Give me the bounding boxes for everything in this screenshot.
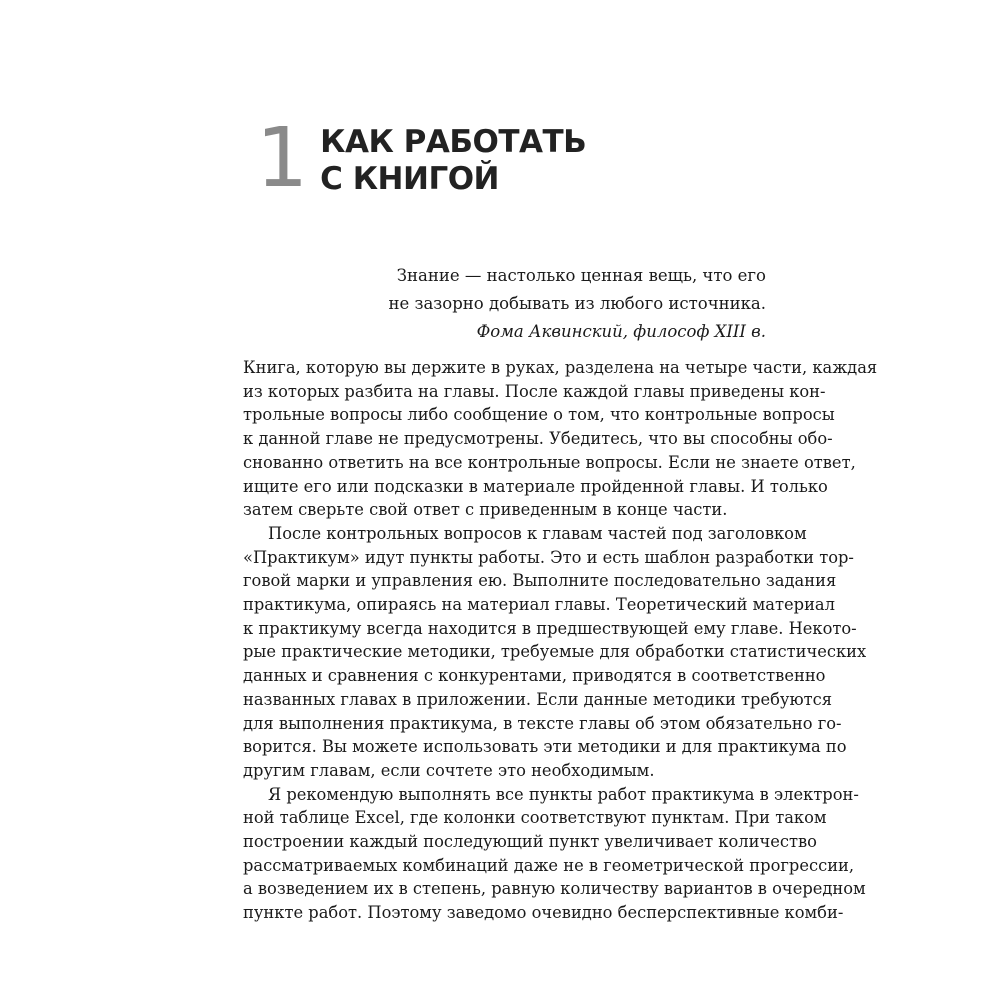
body-line: другим главам, если сочтете это необходимым.: [243, 760, 655, 780]
body-line: построении каждый последующий пункт увеличивает количество: [243, 832, 817, 852]
body-line: затем сверьте свой ответ с приведенным в конце части.: [243, 500, 728, 520]
epigraph-line: Знание — настолько ценная вещь, что его: [396, 266, 766, 285]
body-text: [243, 356, 878, 925]
body-line: ищите его или подсказки в материале пройденной главы. И только: [243, 476, 828, 496]
body-line: а возведением их в степень, равную количеству вариантов в очередном: [243, 879, 866, 899]
body-line: из которых разбита на главы. После каждой главы приведены кон-: [243, 381, 826, 401]
body-line: «Практикум» идут пункты работы. Это и есть шаблон разработки тор-: [243, 547, 854, 567]
body-line: говой марки и управления ею. Выполните последовательно задания: [243, 571, 837, 591]
epigraph-attribution: Фома Аквинский, философ XIII в.: [476, 322, 766, 341]
body-line: к практикуму всегда находится в предшествующей ему главе. Некото-: [243, 618, 857, 638]
epigraph: [388, 262, 766, 346]
body-line: к данной главе не предусмотрены. Убедитесь, что вы способны обо-: [243, 429, 833, 449]
chapter-title-line: КАК РАБОТАТЬ: [320, 124, 587, 160]
body-line: рые практические методики, требуемые для обработки статистических: [243, 642, 867, 662]
chapter-number: 1: [256, 111, 307, 206]
chapter-title: [320, 124, 586, 198]
body-line: пункте работ. Поэтому заведомо очевидно бесперспективные комби-: [243, 903, 844, 923]
body-line: После контрольных вопросов к главам частей под заголовком: [268, 523, 807, 543]
body-line: ной таблице Excel, где колонки соответствуют пунктам. При таком: [243, 808, 827, 828]
body-line: трольные вопросы либо сообщение о том, что контрольные вопросы: [243, 405, 835, 425]
body-line: ворится. Вы можете использовать эти методики и для практикума по: [243, 737, 847, 757]
body-line: Книга, которую вы держите в руках, разделена на четыре части, каждая: [243, 358, 878, 377]
body-line: снованно ответить на все контрольные вопросы. Если не знаете ответ,: [243, 452, 856, 472]
body-line: названных главах в приложении. Если данные методики требуются: [243, 689, 833, 709]
body-line: для выполнения практикума, в тексте главы об этом обязательно го-: [243, 713, 842, 733]
body-line: практикума, опираясь на материал главы. Теоретический материал: [243, 595, 835, 615]
body-line: рассматриваемых комбинаций даже не в геометрической прогрессии,: [243, 855, 855, 875]
chapter-title-line: С КНИГОЙ: [320, 161, 499, 197]
epigraph-line: не зазорно добывать из любого источника.: [388, 294, 766, 313]
body-line: Я рекомендую выполнять все пункты работ практикума в электрон-: [268, 784, 859, 804]
body-line: данных и сравнения с конкурентами, приводятся в соответственно: [243, 666, 826, 686]
chapter-header: [256, 111, 587, 206]
